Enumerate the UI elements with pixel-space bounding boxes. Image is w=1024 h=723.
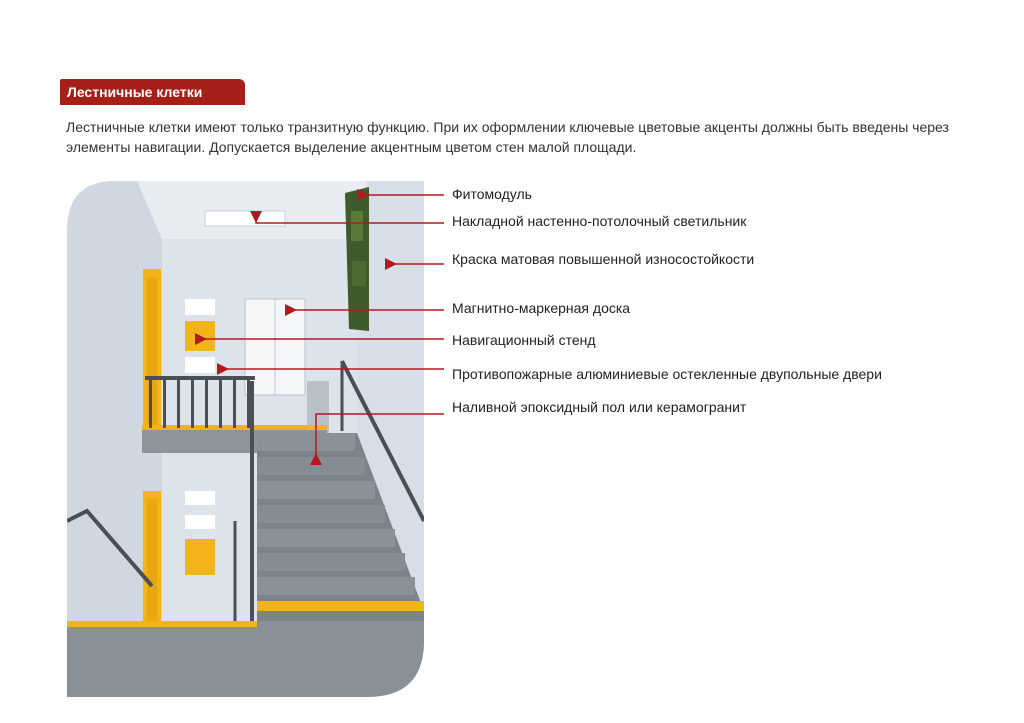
- staircase-photo: [67, 181, 424, 697]
- section-heading: Лестничные клетки: [60, 79, 245, 105]
- callout-label-floor: Наливной эпоксидный пол или керамогранит: [452, 399, 747, 415]
- callout-label-paint: Краска матовая повышенной износостойкости: [452, 251, 755, 267]
- callout-label-phytomodule: Фитомодуль: [452, 186, 532, 202]
- plant-module: [345, 187, 369, 331]
- intro-paragraph: Лестничные клетки имеют только транзитную функцию. При их оформлении ключевые цветовые акценты должны быть введены через элементы навигации. Допускается выделение акцентным цветом стен малой площади.: [66, 119, 949, 155]
- ceiling-light: [205, 211, 285, 226]
- callout-label-light: Накладной настенно-потолочный светильник: [452, 213, 747, 229]
- callout-label-nav-stand: Навигационный стенд: [452, 332, 596, 348]
- callout-label-doors: Противопожарные алюминиевые остекленные двупольные двери: [452, 366, 882, 382]
- callout-label-whiteboard: Магнитно-маркерная доска: [452, 300, 631, 316]
